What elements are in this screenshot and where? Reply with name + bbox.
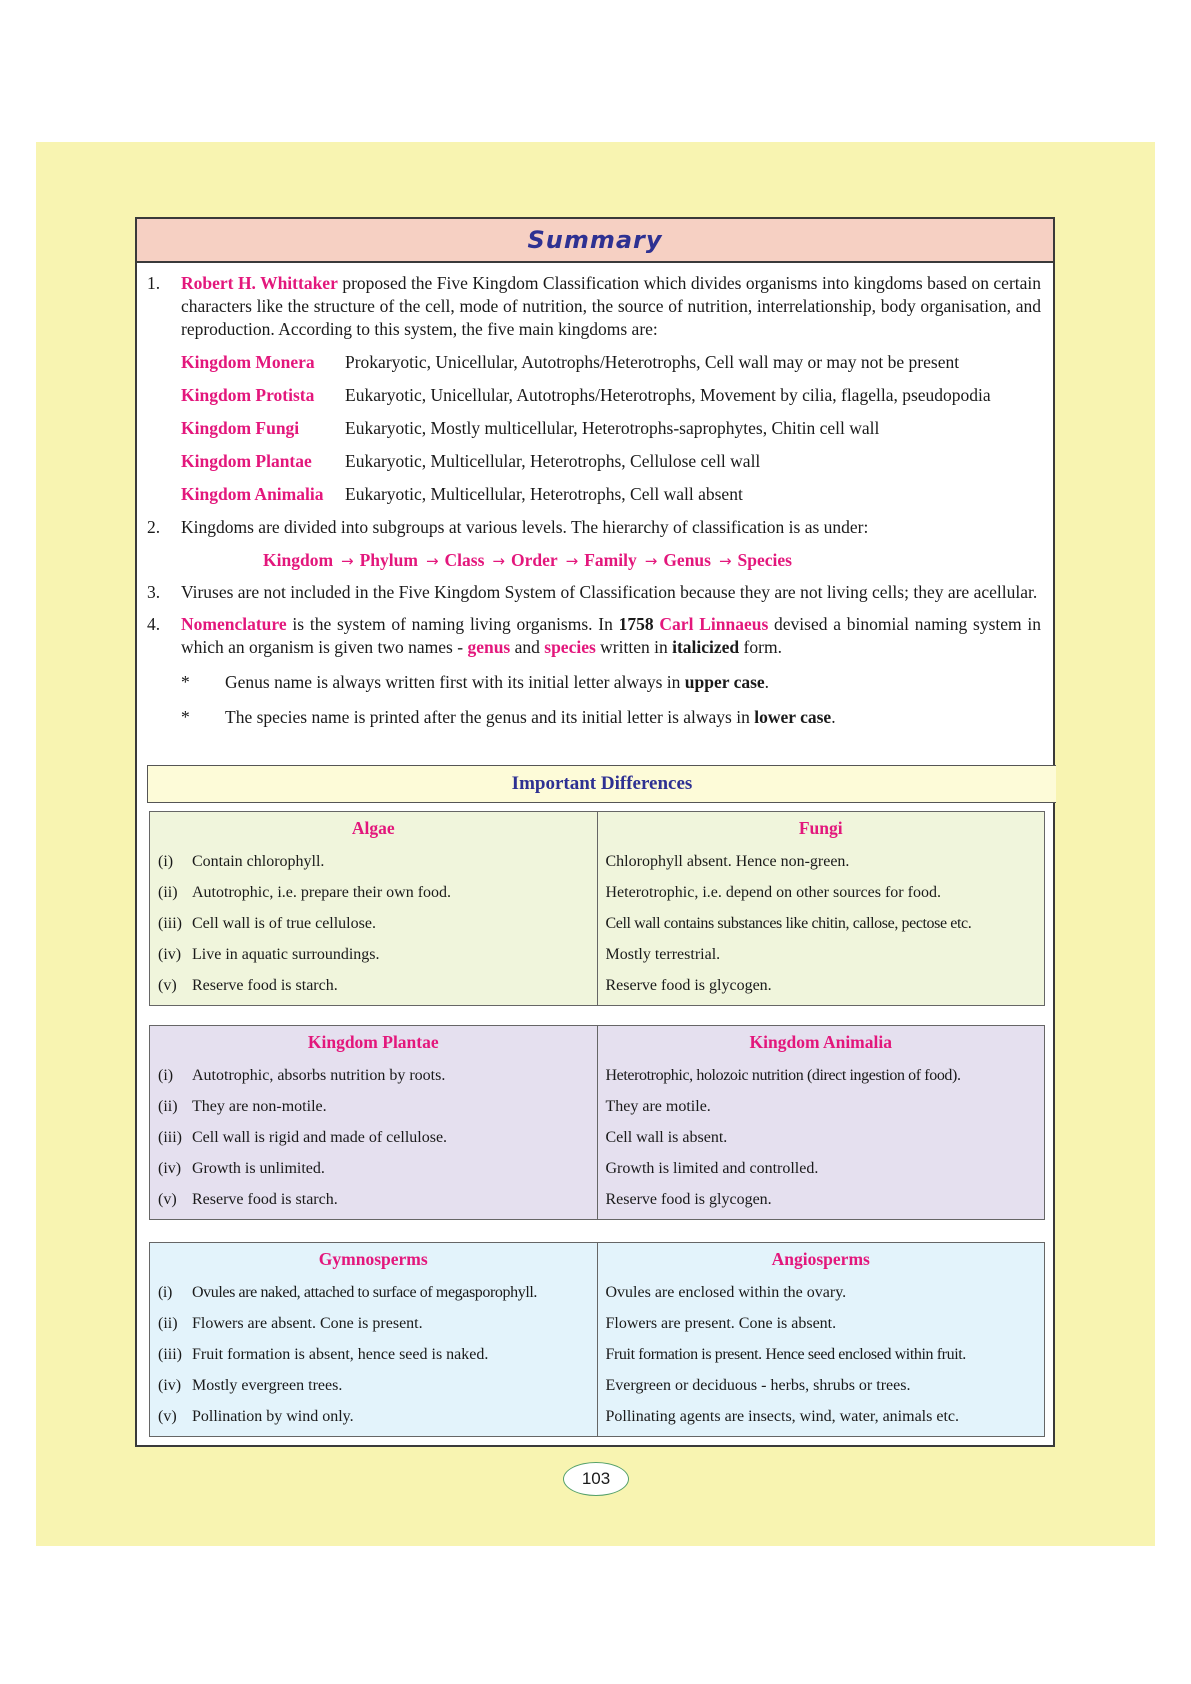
- point-number: 4.: [147, 614, 161, 634]
- italicized-term: italicized: [672, 637, 740, 657]
- kingdom-desc: Prokaryotic, Unicellular, Autotrophs/Heterotrophs, Cell wall may or may not be present: [345, 352, 960, 372]
- important-differences-title: Important Differences: [147, 765, 1056, 803]
- table-row: Growth is limited and controlled.: [605, 1160, 819, 1177]
- column-title: Algae: [351, 818, 395, 838]
- linnaeus-name: Carl Linnaeus: [659, 614, 769, 634]
- table-row: [158, 970, 589, 1001]
- kingdom-desc: Eukaryotic, Multicellular, Heterotrophs, Cell wall absent: [345, 484, 743, 504]
- arrow-right-icon: →: [425, 552, 439, 570]
- point-4-text: written in: [600, 637, 668, 657]
- column-title: Fungi: [798, 818, 843, 838]
- cell-text: Autotrophic, absorbs nutrition by roots.: [192, 1067, 446, 1084]
- kingdom-desc: Eukaryotic, Unicellular, Autotrophs/Heterotrophs, Movement by cilia, flagella, pseudopodia: [345, 385, 991, 405]
- bullet-end: .: [764, 672, 770, 692]
- row-number: (ii): [158, 1098, 178, 1115]
- row-number: (iii): [158, 1129, 182, 1146]
- row-number: (v): [158, 1408, 177, 1425]
- table-row: [158, 939, 589, 970]
- table-row: [158, 1370, 589, 1401]
- page-number: 103: [563, 1462, 629, 1496]
- nomenclature-term: Nomenclature: [181, 614, 287, 634]
- table-row: Chlorophyll absent. Hence non-green.: [605, 853, 850, 870]
- kingdom-name: Kingdom Fungi: [181, 418, 300, 438]
- table-row: Reserve food is glycogen.: [605, 977, 772, 994]
- cell-text: Ovules are naked, attached to surface of megasporophyll.: [192, 1284, 538, 1301]
- cell-text: Reserve food is starch.: [192, 1191, 338, 1208]
- table-row: Heterotrophic, i.e. depend on other sources for food.: [605, 884, 941, 901]
- bullet-end: .: [831, 707, 836, 727]
- cell-text: They are non-motile.: [192, 1098, 327, 1115]
- table-row: Flowers are present. Cone is absent.: [605, 1315, 837, 1332]
- table-row: [158, 877, 589, 908]
- table-row: Mostly terrestrial.: [605, 946, 721, 963]
- point-4-text: devised a binomial naming system in which an organism is given two names -: [181, 614, 1042, 657]
- row-number: (iii): [158, 1346, 182, 1363]
- table-row: [158, 1091, 589, 1122]
- species-term: species: [544, 637, 596, 657]
- point-number: 1.: [147, 273, 161, 293]
- summary-box: [135, 217, 1055, 1447]
- row-number: (iv): [158, 946, 182, 963]
- right-column: [597, 1026, 1045, 1220]
- row-number: (i): [158, 1067, 174, 1084]
- table-row: [158, 1308, 589, 1339]
- point-number: 3.: [147, 582, 161, 602]
- table-row: Reserve food is glycogen.: [605, 1191, 772, 1208]
- bullet-bold: upper case: [684, 672, 765, 692]
- row-number: (i): [158, 1284, 172, 1301]
- table-row: Ovules are enclosed within the ovary.: [605, 1284, 847, 1301]
- table-row: [158, 1153, 589, 1184]
- kingdom-line: [147, 417, 1041, 440]
- left-column: [150, 1026, 598, 1220]
- hierarchy-level: Order: [511, 550, 558, 570]
- arrow-right-icon: →: [565, 552, 579, 570]
- arrow-right-icon: →: [492, 552, 505, 570]
- row-number: (v): [158, 1191, 177, 1208]
- hierarchy-level: Phylum: [359, 550, 418, 570]
- kingdom-desc: Eukaryotic, Multicellular, Heterotrophs, Cellulose cell wall: [345, 451, 761, 471]
- bullet-item: [147, 706, 1041, 729]
- row-number: (iv): [158, 1377, 182, 1394]
- summary-content: [137, 263, 1053, 729]
- row-number: (v): [158, 977, 177, 994]
- bullet-star-icon: *: [181, 672, 190, 692]
- table-row: [158, 1277, 589, 1308]
- table-row: Fruit formation is present. Hence seed enclosed within fruit.: [605, 1346, 966, 1363]
- arrow-right-icon: →: [341, 552, 354, 570]
- row-number: (ii): [158, 884, 178, 901]
- cell-text: Fruit formation is absent, hence seed is naked.: [192, 1346, 489, 1363]
- year: 1758: [618, 614, 654, 634]
- table-row: Pollinating agents are insects, wind, water, animals etc.: [605, 1408, 959, 1425]
- table-row: Cell wall is absent.: [605, 1129, 728, 1146]
- cell-text: Mostly evergreen trees.: [192, 1377, 343, 1394]
- kingdom-line: [147, 384, 1041, 407]
- plantae-animalia-table: [149, 1025, 1045, 1220]
- table-row: Evergreen or deciduous - herbs, shrubs or trees.: [605, 1377, 911, 1394]
- table-row: Heterotrophic, holozoic nutrition (direct ingestion of food).: [605, 1067, 961, 1084]
- cell-text: Contain chlorophyll.: [192, 853, 325, 870]
- table-row: [158, 1339, 589, 1370]
- classification-hierarchy: [147, 549, 1041, 573]
- row-number: (ii): [158, 1315, 178, 1332]
- left-column: [150, 1243, 598, 1437]
- hierarchy-level: Family: [584, 550, 637, 570]
- kingdom-line: [147, 450, 1041, 473]
- table-row: [158, 1401, 589, 1432]
- point-4-text: form.: [743, 637, 782, 657]
- point-number: 2.: [147, 517, 161, 537]
- table-row: [158, 1122, 589, 1153]
- kingdom-name: Kingdom Animalia: [181, 484, 324, 504]
- cell-text: Cell wall is rigid and made of cellulose.: [192, 1129, 448, 1146]
- bullet-text: Genus name is always written first with its initial letter always in: [225, 672, 681, 692]
- point-2: [147, 516, 1041, 539]
- point-3: [147, 581, 1041, 604]
- bullet-text: The species name is printed after the genus and its initial letter is always in: [225, 707, 750, 727]
- right-column: [597, 1243, 1045, 1437]
- point-1-text: proposed the Five Kingdom Classification which divides organisms into kingdoms based on certain characters like the structure of the cell, mode of nutrition, the source of nutrition, interrelationship, body organisation, and reproduction. According to this system, the five main kingdoms are:: [181, 273, 1042, 339]
- right-column: [597, 812, 1045, 1006]
- table-row: They are motile.: [605, 1098, 711, 1115]
- row-number: (iii): [158, 915, 182, 932]
- point-1: [147, 272, 1041, 341]
- kingdom-name: Kingdom Protista: [181, 385, 315, 405]
- column-title: Kingdom Plantae: [307, 1032, 439, 1052]
- table-row: [158, 908, 589, 939]
- hierarchy-level: Species: [737, 550, 792, 570]
- cell-text: Cell wall is of true cellulose.: [192, 915, 376, 932]
- hierarchy-level: Genus: [663, 550, 711, 570]
- hierarchy-level: Kingdom: [263, 550, 334, 570]
- point-4: [147, 613, 1041, 659]
- row-number: (iv): [158, 1160, 182, 1177]
- arrow-right-icon: →: [718, 552, 732, 570]
- bullet-item: [147, 671, 1041, 694]
- table-row: [158, 1184, 589, 1215]
- column-title: Gymnosperms: [318, 1249, 428, 1269]
- whittaker-name: Robert H. Whittaker: [181, 273, 338, 293]
- point-4-text: is the system of naming living organisms. In: [292, 614, 613, 634]
- genus-term: genus: [467, 637, 511, 657]
- hierarchy-level: Class: [444, 550, 485, 570]
- cell-text: Growth is unlimited.: [192, 1160, 325, 1177]
- cell-text: Flowers are absent. Cone is present.: [192, 1315, 423, 1332]
- gymnosperms-angiosperms-table: [149, 1242, 1045, 1437]
- column-title: Angiosperms: [771, 1249, 870, 1269]
- cell-text: Autotrophic, i.e. prepare their own food.: [192, 884, 452, 901]
- kingdom-line: [147, 351, 1041, 374]
- table-row: [158, 1060, 589, 1091]
- algae-fungi-table: [149, 811, 1045, 1006]
- column-title: Kingdom Animalia: [749, 1032, 892, 1052]
- bullet-bold: lower case: [754, 707, 832, 727]
- bullet-star-icon: *: [181, 707, 190, 727]
- cell-text: Live in aquatic surroundings.: [192, 946, 380, 963]
- kingdom-desc: Eukaryotic, Mostly multicellular, Heterotrophs-saprophytes, Chitin cell wall: [345, 418, 880, 438]
- cell-text: Reserve food is starch.: [192, 977, 338, 994]
- table-row: Cell wall contains substances like chitin, callose, pectose etc.: [605, 915, 972, 932]
- arrow-right-icon: →: [644, 552, 658, 570]
- cell-text: Pollination by wind only.: [192, 1408, 354, 1425]
- point-2-text: Kingdoms are divided into subgroups at various levels. The hierarchy of classification is as under:: [181, 517, 869, 537]
- summary-title: Summary: [137, 219, 1053, 263]
- kingdom-line: [147, 483, 1041, 506]
- row-number: (i): [158, 853, 174, 870]
- point-4-text: and: [514, 637, 540, 657]
- left-column: [150, 812, 598, 1006]
- point-3-text: Viruses are not included in the Five Kingdom System of Classification because they are not living cells; they are acellular.: [181, 582, 1038, 602]
- table-row: [158, 846, 589, 877]
- kingdom-name: Kingdom Monera: [181, 352, 315, 372]
- kingdom-name: Kingdom Plantae: [181, 451, 312, 471]
